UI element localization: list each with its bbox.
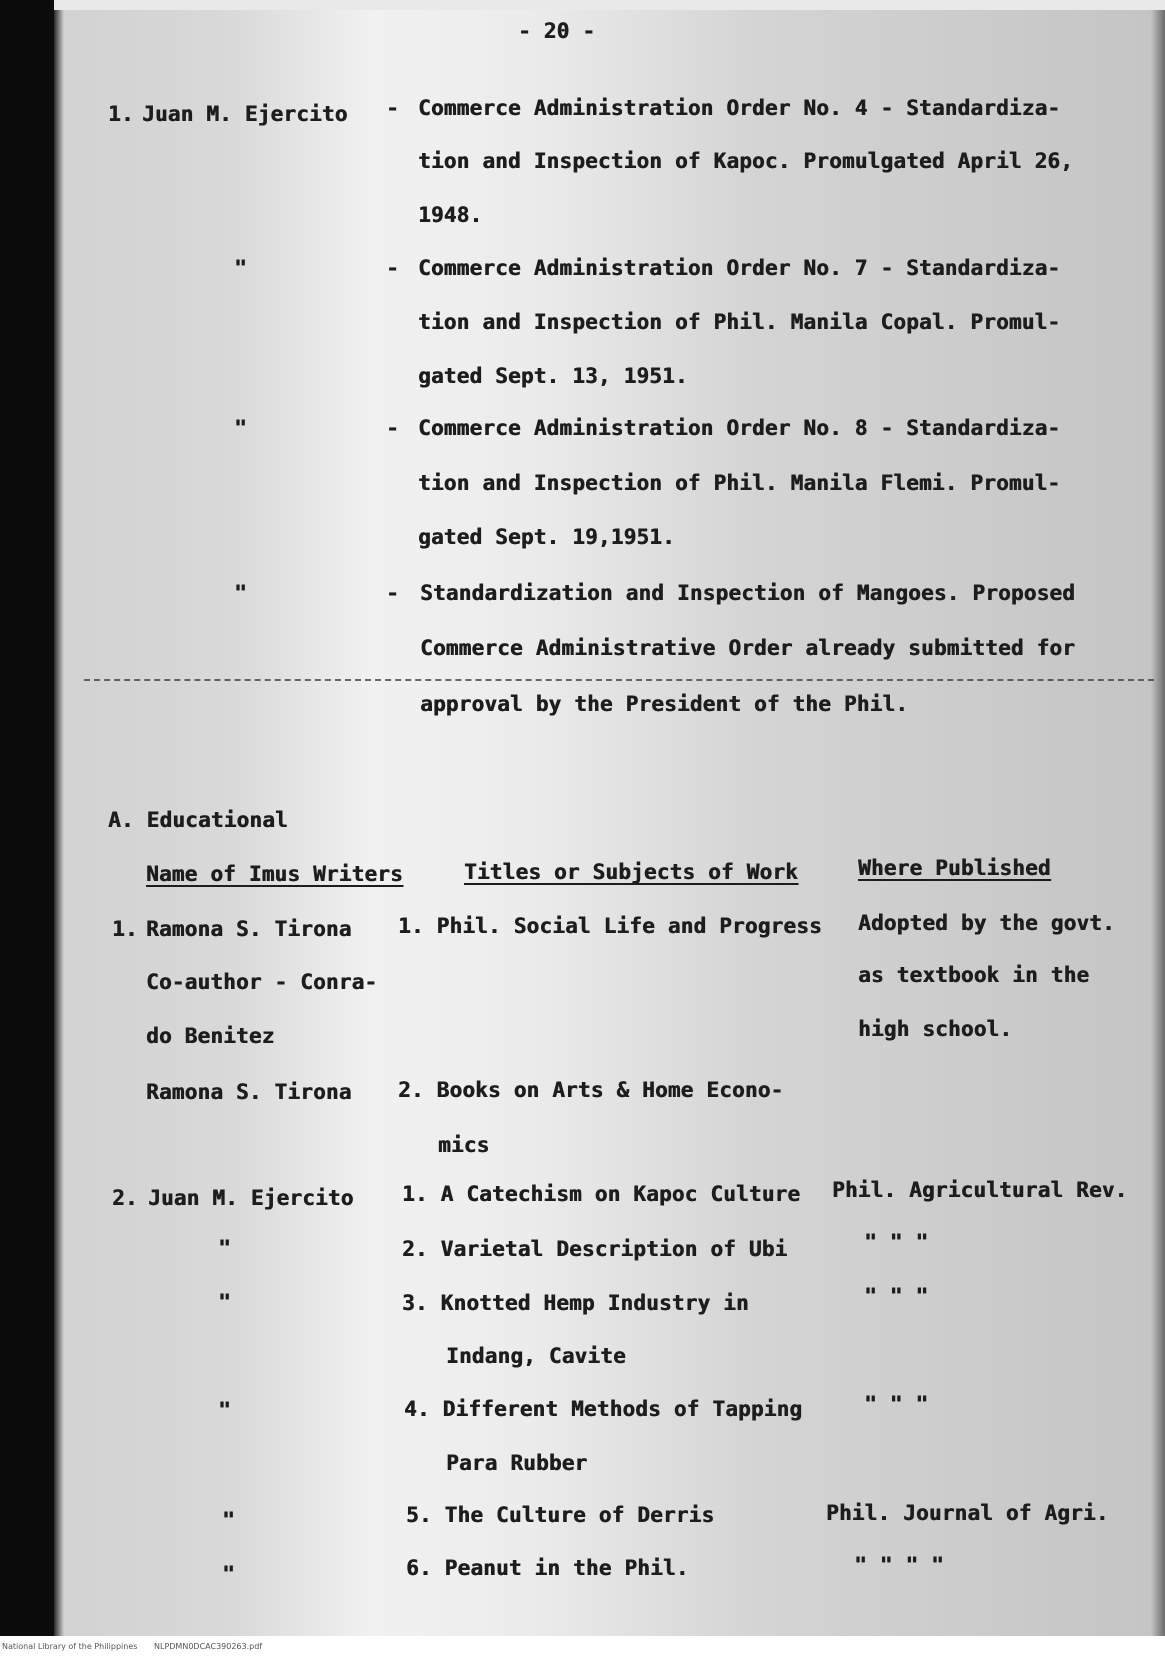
footer-source: National Library of the Philippines bbox=[2, 1642, 138, 1651]
writer-name: Ramona S. Tirona bbox=[146, 917, 352, 941]
order-line: approval by the President of the Phil. bbox=[420, 692, 909, 716]
order-line: Commerce Administration Order No. 8 - Standardiza- bbox=[418, 416, 1061, 440]
published-in: " " " bbox=[864, 1284, 929, 1308]
row-number: 2. bbox=[112, 1186, 138, 1210]
ditto-mark: " bbox=[218, 1290, 231, 1314]
work-title: mics bbox=[438, 1133, 490, 1157]
published-in: high school. bbox=[858, 1017, 1013, 1041]
work-title: 1. A Catechism on Kapoc Culture bbox=[402, 1182, 801, 1206]
ditto-mark: " bbox=[234, 256, 247, 280]
work-title: 2. Varietal Description of Ubi bbox=[402, 1237, 788, 1261]
scan-dark-margin bbox=[0, 0, 54, 1636]
order-line: Commerce Administration Order No. 4 - Standardiza- bbox=[418, 96, 1061, 120]
ditto-mark: " bbox=[218, 1236, 231, 1260]
published-in: Phil. Agricultural Rev. bbox=[832, 1178, 1128, 1202]
work-title: Indang, Cavite bbox=[446, 1344, 626, 1368]
published-in: " " " bbox=[864, 1392, 929, 1416]
order-line: tion and Inspection of Kapoc. Promulgated April 26, bbox=[418, 149, 1073, 173]
column-header-writers: Name of Imus Writers bbox=[146, 862, 403, 886]
work-title: 6. Peanut in the Phil. bbox=[406, 1556, 689, 1580]
published-in: Adopted by the govt. bbox=[858, 911, 1115, 935]
column-header-published: Where Published bbox=[858, 856, 1051, 880]
writer-name: Ramona S. Tirona bbox=[146, 1080, 352, 1104]
order-line: gated Sept. 19,1951. bbox=[418, 525, 675, 549]
order-line: Commerce Administration Order No. 7 - Standardiza- bbox=[418, 256, 1061, 280]
work-title: 5. The Culture of Derris bbox=[406, 1503, 715, 1527]
column-header-titles: Titles or Subjects of Work bbox=[464, 860, 798, 884]
ditto-mark: " bbox=[234, 416, 247, 440]
order-dash: - bbox=[386, 256, 399, 280]
published-in: Phil. Journal of Agri. bbox=[826, 1501, 1109, 1525]
ditto-mark: " bbox=[222, 1562, 235, 1586]
writer-name: Juan M. Ejercito bbox=[148, 1186, 354, 1210]
order-line: gated Sept. 13, 1951. bbox=[418, 364, 688, 388]
writer-name: Co-author - Conra- bbox=[146, 970, 378, 994]
work-title: 3. Knotted Hemp Industry in bbox=[402, 1291, 749, 1315]
order-line: tion and Inspection of Phil. Manila Flemi. Promul- bbox=[418, 471, 1061, 495]
row-number: 1. bbox=[112, 917, 138, 941]
published-in: " " " " bbox=[854, 1553, 944, 1577]
ditto-mark: " bbox=[234, 581, 247, 605]
order-line: tion and Inspection of Phil. Manila Copal. Promul- bbox=[418, 310, 1061, 334]
ditto-mark: " bbox=[218, 1398, 231, 1422]
published-in: " " " bbox=[864, 1230, 929, 1254]
writer-name: do Benitez bbox=[146, 1024, 275, 1048]
order-dash: - bbox=[386, 96, 399, 120]
work-title: 4. Different Methods of Tapping bbox=[404, 1397, 803, 1421]
order-dash: - bbox=[386, 416, 399, 440]
work-title: 1. Phil. Social Life and Progress bbox=[398, 914, 822, 938]
page-number: - 20 - bbox=[518, 19, 596, 43]
scan-right-shadow bbox=[1151, 0, 1165, 1636]
order-line: Commerce Administrative Order already submitted for bbox=[420, 636, 1075, 660]
page-fold-line bbox=[84, 679, 1154, 681]
order-dash: - bbox=[386, 581, 399, 605]
author-number: 1. bbox=[108, 102, 134, 126]
scan-margin-shadow bbox=[54, 0, 64, 1636]
order-line: Standardization and Inspection of Mangoes. Proposed bbox=[420, 581, 1075, 605]
work-title: Para Rubber bbox=[446, 1451, 588, 1475]
ditto-mark: " bbox=[222, 1508, 235, 1532]
scan-top-band bbox=[54, 0, 1165, 10]
published-in: as textbook in the bbox=[858, 963, 1090, 987]
footer-filename: NLPDMN0DCAC390263.pdf bbox=[154, 1642, 263, 1651]
section-heading: A. Educational bbox=[108, 808, 288, 832]
author-name: Juan M. Ejercito bbox=[142, 102, 348, 126]
work-title: 2. Books on Arts & Home Econo- bbox=[398, 1078, 784, 1102]
order-line: 1948. bbox=[418, 203, 483, 227]
